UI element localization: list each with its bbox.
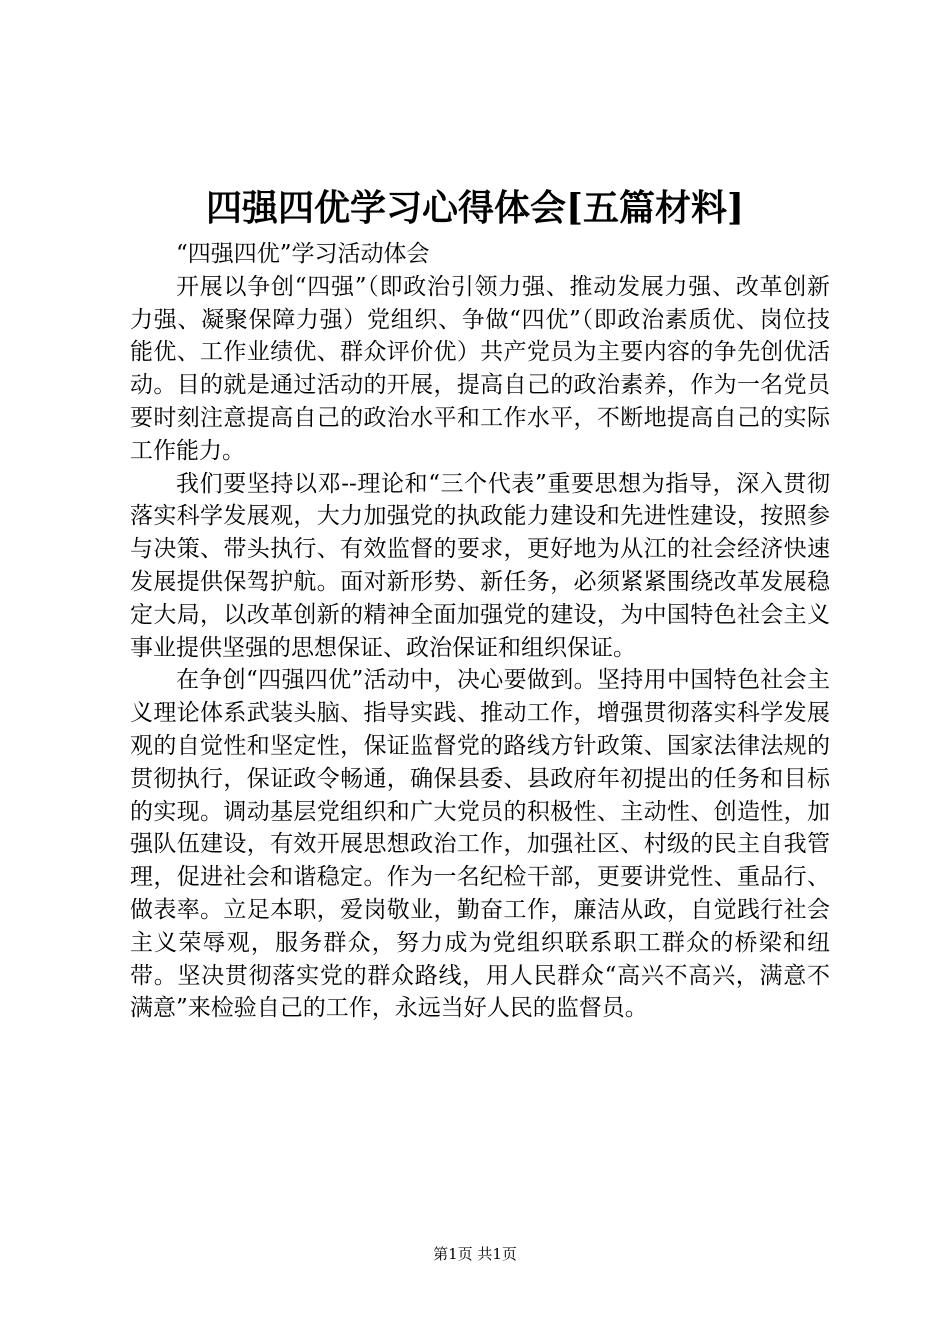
paragraph-3: 在争创“四强四优”活动中，决心要做到。坚持用中国特色社会主义理论体系武装头脑、指导实践、推动工作，增强贯彻落实科学发展观的自觉性和坚定性，保证监督党的路线方针政策、国家法律法规的贯彻执行，保证政令畅通，确保县委、县政府年初提出的任务和目标的实现。调动基层党组织和广大党员的积极性、主动性、创造性，加强队伍建设，有效开展思想政治工作，加强社区、村级的民主自我管理，促进社会和谐稳定。作为一名纪检干部，更要讲党性、重品行、做表率。立足本职，爱岗敬业，勤奋工作，廉洁从政，自觉践行社会主义荣辱观，服务群众，努力成为党组织联系职工群众的桥梁和纽带。坚决贯彻落实党的群众路线，用人民群众“高兴不高兴，满意不满意”来检验自己的工作，永远当好人民的监督员。 xyxy=(130,667,830,1022)
document-title: 四强四优学习心得体会[五篇材料] xyxy=(205,187,745,229)
document-body xyxy=(130,238,830,1025)
paragraph-2: 我们要坚持以邓--理论和“三个代表”重要思想为指导，深入贯彻落实科学发展观，大力加强党的执政能力建设和先进性建设，按照参与决策、带头执行、有效监督的要求，更好地为从江的社会经济快速发展提供保驾护航。面对新形势、新任务，必须紧紧围绕改革发展稳定大局，以改革创新的精神全面加强党的建设，为中国特色社会主义事业提供坚强的思想保证、政治保证和组织保证。 xyxy=(130,470,830,661)
page-footer: 第1页 共1页 xyxy=(433,1245,517,1263)
paragraph-subtitle: “四强四优”学习活动体会 xyxy=(176,241,430,267)
paragraph-1: 开展以争创“四强”（即政治引领力强、推动发展力强、改革创新力强、凝聚保障力强）党组织、争做“四优”（即政治素质优、岗位技能优、工作业绩优、群众评价优）共产党员为主要内容的争先创优活动。目的就是通过活动的开展，提高自己的政治素养，作为一名党员要时刻注意提高自己的政治水平和工作水平，不断地提高自己的实际工作能力。 xyxy=(130,273,830,464)
